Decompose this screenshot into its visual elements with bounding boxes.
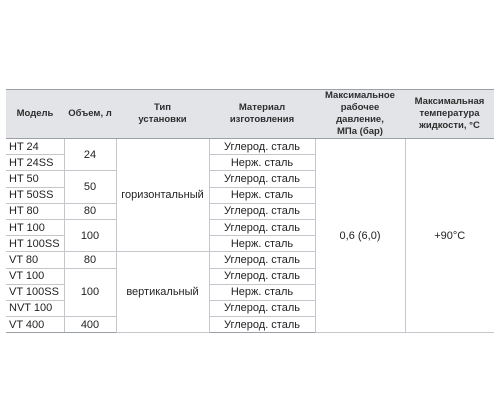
cell-temperature: +90°C [405, 139, 494, 333]
cell-material: Углерод. сталь [209, 139, 315, 155]
cell-model: VT 100 [6, 268, 64, 284]
header-temperature [405, 90, 494, 139]
cell-install-type: вертикальный [116, 252, 209, 333]
cell-material: Нерж. сталь [209, 155, 315, 171]
cell-material: Углерод. сталь [209, 219, 315, 235]
cell-model: HT 50 [6, 171, 64, 187]
cell-model: VT 100SS [6, 284, 64, 300]
cell-pressure: 0,6 (6,0) [315, 139, 405, 333]
header-volume: Объем, л [64, 90, 116, 139]
cell-material: Углерод. сталь [209, 171, 315, 187]
table-header-row [6, 90, 494, 139]
header-material: Материал изготовления [209, 90, 315, 139]
cell-material: Углерод. сталь [209, 268, 315, 284]
header-pressure-line: Максимальное [325, 90, 395, 101]
cell-material: Углерод. сталь [209, 317, 315, 333]
cell-install-type: горизонтальный [116, 139, 209, 252]
header-temperature-line: жидкости, °C [419, 120, 480, 131]
cell-model: HT 80 [6, 203, 64, 219]
spec-table [6, 89, 494, 333]
cell-volume: 80 [64, 252, 116, 268]
cell-model: HT 24SS [6, 155, 64, 171]
cell-volume: 24 [64, 139, 116, 171]
cell-model: VT 400 [6, 317, 64, 333]
cell-volume: 80 [64, 203, 116, 219]
cell-model: HT 24 [6, 139, 64, 155]
cell-model: HT 100 [6, 219, 64, 235]
cell-material: Нерж. сталь [209, 236, 315, 252]
cell-model: HT 100SS [6, 236, 64, 252]
header-pressure [315, 90, 405, 139]
header-type [116, 90, 209, 139]
spec-table-container [6, 89, 494, 333]
cell-volume: 400 [64, 317, 116, 333]
cell-material: Углерод. сталь [209, 252, 315, 268]
cell-material: Углерод. сталь [209, 203, 315, 219]
cell-material: Нерж. сталь [209, 284, 315, 300]
header-type-line: Тип [153, 102, 172, 113]
table-row [6, 139, 494, 155]
header-pressure-line: рабочее давление, [336, 102, 384, 125]
cell-model: HT 50SS [6, 187, 64, 203]
header-temperature-line: температура [419, 108, 480, 119]
cell-volume: 100 [64, 219, 116, 251]
cell-material: Нерж. сталь [209, 187, 315, 203]
cell-model: VT 80 [6, 252, 64, 268]
header-pressure-line: МПа (бар) [337, 126, 383, 137]
cell-model: NVT 100 [6, 300, 64, 316]
header-model: Модель [6, 90, 64, 139]
cell-volume: 50 [64, 171, 116, 203]
cell-volume: 100 [64, 268, 116, 317]
header-type-line: установки [138, 114, 187, 125]
header-temperature-line: Максимальная [414, 96, 485, 107]
cell-material: Углерод. сталь [209, 300, 315, 316]
